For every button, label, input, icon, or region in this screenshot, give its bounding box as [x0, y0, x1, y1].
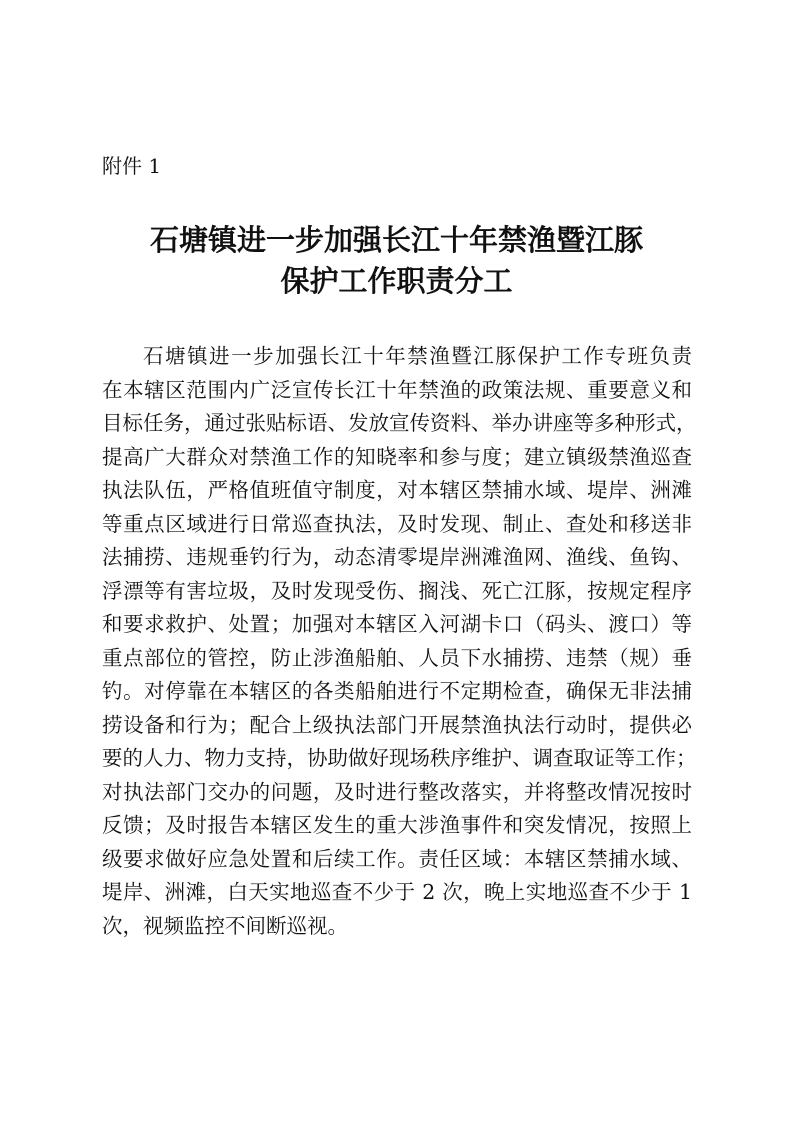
body-paragraph-line: 目标任务，通过张贴标语、发放宣传资料、举办讲座等多种形式，: [102, 411, 697, 435]
body-paragraph-line: 次，视频监控不间断巡视。: [102, 914, 348, 938]
body-paragraph-line: 反馈；及时报告本辖区发生的重大涉渔事件和突发情况，按照上: [102, 813, 692, 837]
document-title-line-1: 石塘镇进一步加强长江十年禁渔暨江豚: [149, 223, 643, 257]
body-paragraph-line: 执法队伍，严格值班值守制度，对本辖区禁捕水域、堤岸、洲滩: [102, 478, 692, 502]
body-paragraph-line: 浮漂等有害垃圾，及时发现受伤、搁浅、死亡江豚，按规定程序: [102, 579, 692, 603]
body-paragraph-line: 级要求做好应急处置和后续工作。责任区域：本辖区禁捕水域、: [102, 847, 692, 871]
body-paragraph-line: 捞设备和行为；配合上级执法部门开展禁渔执法行动时，提供必: [102, 713, 692, 737]
body-paragraph-line: 对执法部门交办的问题，及时进行整改落实，并将整改情况按时: [102, 780, 692, 804]
body-paragraph-line: 重点部位的管控，防止涉渔船舶、人员下水捕捞、违禁（规）垂: [102, 646, 692, 670]
body-paragraph-line: 堤岸、洲滩，白天实地巡查不少于 2 次，晚上实地巡查不少于 1: [102, 880, 692, 904]
attachment-label: 附件 1: [102, 154, 162, 178]
body-paragraph-line: 等重点区域进行日常巡查执法，及时发现、制止、查处和移送非: [102, 512, 692, 536]
body-paragraph-line: 和要求救护、处置；加强对本辖区入河湖卡口（码头、渡口）等: [102, 612, 692, 636]
document-title-line-2: 保护工作职责分工: [280, 264, 513, 298]
body-paragraph-line: 石塘镇进一步加强长江十年禁渔暨江豚保护工作专班负责: [143, 344, 692, 368]
body-paragraph-line: 提高广大群众对禁渔工作的知晓率和参与度；建立镇级禁渔巡查: [102, 445, 692, 469]
body-paragraph-line: 钓。对停靠在本辖区的各类船舶进行不定期检查，确保无非法捕: [102, 679, 692, 703]
body-paragraph-line: 在本辖区范围内广泛宣传长江十年禁渔的政策法规、重要意义和: [102, 378, 692, 402]
body-paragraph-line: 法捕捞、违规垂钓行为，动态清零堤岸洲滩渔网、渔线、鱼钩、: [102, 545, 692, 569]
body-paragraph-line: 要的人力、物力支持，协助做好现场秩序维护、调查取证等工作；: [102, 746, 697, 770]
